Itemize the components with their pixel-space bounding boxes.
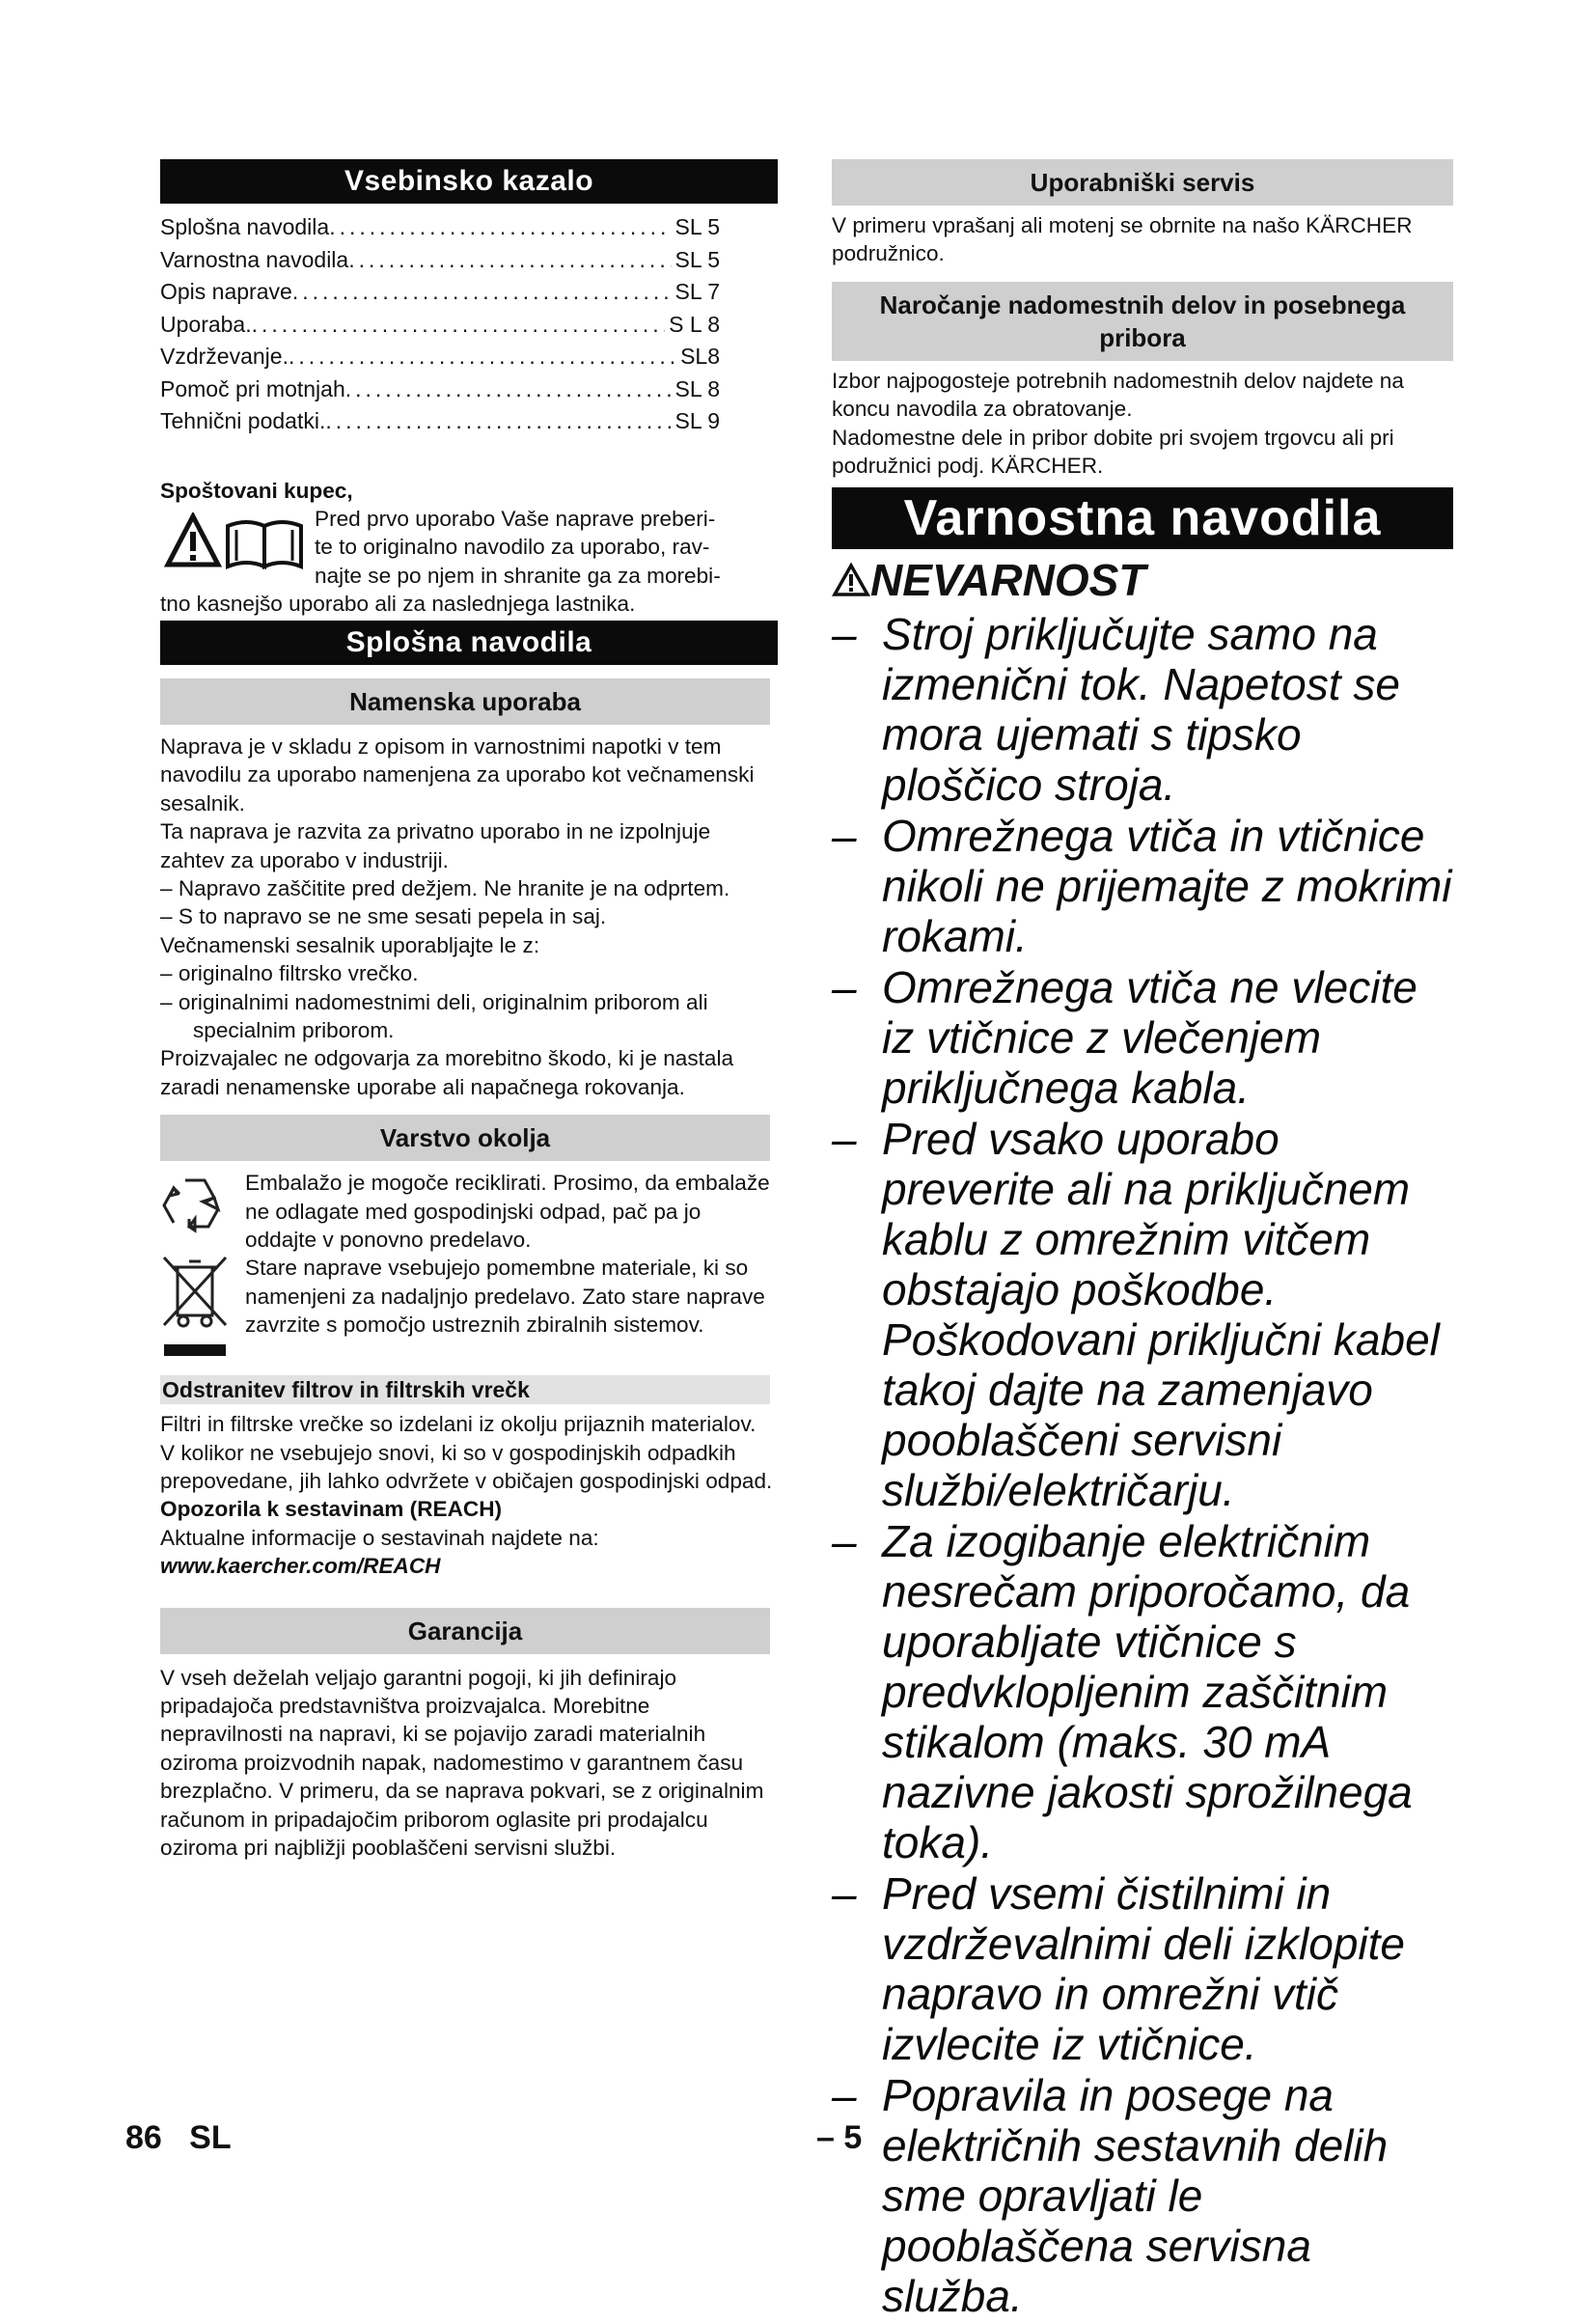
danger-item-text: Omrežnega vtiča in vtičnice nikoli ne prijemajte z mokrimi rokami. bbox=[882, 811, 1452, 962]
paragraph: Filtri in filtrske vrečke so izdelani iz okolju prijaznih materialov. bbox=[160, 1412, 757, 1437]
paragraph: Aktualne informacije o sestavinah najdete na: bbox=[160, 1525, 599, 1550]
danger-item: – Popravila in posege na električnih sestavnih delih sme opravljati le pooblaščena servisna služba. bbox=[832, 2070, 1453, 2321]
environment-heading: Varstvo okolja bbox=[160, 1115, 770, 1161]
danger-label: NEVARNOST bbox=[870, 555, 1146, 606]
intro-line: Pred prvo uporabo Vaše naprave preberi- bbox=[315, 506, 716, 531]
toc-entry-page: SL 7 bbox=[674, 279, 720, 304]
danger-item: – Pred vsako uporabo preverite ali na priključnem kablu z omrežnim vitčem obstajajo poškodbe. Poškodovani priključni kabel takoj dajte na zamenjavo pooblaščeni servisni službi/električarju. bbox=[832, 1114, 1453, 1515]
filters-section bbox=[160, 1410, 778, 1580]
toc-entry-page: SL 5 bbox=[674, 214, 720, 239]
danger-item-text: Pred vsako uporabo preverite ali na priključnem kablu z omrežnim vitčem obstajajo poškodbe. Poškodovani priključni kabel takoj dajte na zamenjavo pooblaščeni servisni službi/električarju. bbox=[882, 1114, 1440, 1516]
intro-block bbox=[160, 505, 778, 619]
intended-use-section bbox=[160, 733, 778, 1101]
warning-manual-icon bbox=[164, 512, 309, 570]
environment-section bbox=[160, 1169, 778, 1368]
language-code: SL bbox=[189, 2119, 232, 2156]
danger-item-text: Za izogibanje električnim nesrečam priporočamo, da uporabljate vtičnice s predvklopljenim zaščitnim stikalom (maks. 30 mA nazivne jakosti sprožilnega toka). bbox=[882, 1516, 1413, 1868]
toc-entry-page: S L 8 bbox=[669, 311, 720, 337]
list-item: – Napravo zaščitite pred dežjem. Ne hranite je na odprtem. bbox=[160, 875, 730, 900]
page-number-center: – 5 bbox=[816, 2119, 863, 2156]
list-item: – originalnimi nadomestnimi deli, originalnim priborom ali specialnim priborom. bbox=[160, 989, 708, 1042]
greeting: Spoštovani kupec, bbox=[160, 478, 353, 503]
page-number: 86 bbox=[125, 2119, 162, 2156]
service-section bbox=[832, 211, 1453, 268]
toc-entry[interactable] bbox=[160, 276, 720, 309]
danger-item-text: Popravila in posege na električnih sestavnih delih sme opravljati le pooblaščena servisna služba. bbox=[882, 2070, 1389, 2322]
paragraph: Ta naprava je razvita za privatno uporabo in ne izpolnjuje zahtev za uporabo v industriji. bbox=[160, 819, 711, 872]
general-heading: Splošna navodila bbox=[160, 621, 778, 665]
toc-entry-page: SL8 bbox=[680, 344, 720, 369]
paragraph: Večnamenski sesalnik uporabljajte le z: bbox=[160, 932, 540, 957]
reach-heading: Opozorila k sestavinam (REACH) bbox=[160, 1497, 503, 1522]
recycle-icon bbox=[160, 1173, 230, 1234]
toc-heading: Vsebinsko kazalo bbox=[160, 159, 778, 204]
disposal-text: Stare naprave vsebujejo pomembne materiale, ki so namenjeni za nadaljnjo predelavo. Zato stare naprave zavrzite s pomočjo ustreznih zbiralnih sistemov. bbox=[245, 1256, 765, 1337]
danger-item: – Za izogibanje električnim nesrečam priporočamo, da uporabljate vtičnice s predvklopljenim zaščitnim stikalom (maks. 30 mA nazivne jakosti sprožilnega toka). bbox=[832, 1516, 1453, 1867]
paragraph: V vseh deželah veljajo garantni pogoji, ki jih definirajo pripadajoča predstavništva proizvajalca. Morebitne nepravilnosti na napravi, ki se pojavijo zaradi materialnih oziroma proizvodnih napak, nadomestimo v garantnem času brezplačno. V primeru, da se naprava pokvari, se z originalnim računom in pripadajočim priborom oglasite pri prodajalcu oziroma pri najbližji pooblaščeni servisni službi. bbox=[160, 1665, 764, 1861]
warranty-heading: Garancija bbox=[160, 1608, 770, 1654]
danger-item: – Stroj priključujte samo na izmenični tok. Napetost se mora ujemati s tipsko ploščico stroja. bbox=[832, 609, 1453, 810]
warning-icon bbox=[832, 563, 870, 597]
intro-line: najte se po njem in shranite ga za morebi- bbox=[315, 563, 721, 588]
danger-heading bbox=[832, 555, 1453, 605]
toc-entry[interactable] bbox=[160, 405, 720, 438]
toc-entry-page: SL 9 bbox=[674, 408, 720, 433]
toc-entry[interactable] bbox=[160, 341, 720, 373]
warranty-section bbox=[160, 1664, 778, 1863]
danger-list bbox=[832, 609, 1453, 2321]
toc-entry-title: Tehnični podatki. bbox=[160, 408, 326, 433]
paragraph: Nadomestne dele in pribor dobite pri svojem trgovcu ali pri podružnici podj. KÄRCHER. bbox=[832, 425, 1394, 479]
service-heading: Uporabniški servis bbox=[832, 159, 1453, 206]
reach-link[interactable]: www.kaercher.com/REACH bbox=[160, 1554, 441, 1579]
intended-use-heading: Namenska uporaba bbox=[160, 678, 770, 725]
paragraph: Proizvajalec ne odgovarja za morebitno škodo, ki je nastala zaradi nenamenske uporabe ali napačnega rokovanja. bbox=[160, 1046, 734, 1099]
toc-entry[interactable] bbox=[160, 309, 720, 342]
crossed-bin-icon bbox=[160, 1252, 230, 1366]
parts-section bbox=[832, 367, 1453, 481]
toc-entry-title: Uporaba. bbox=[160, 311, 252, 337]
toc-entry-page: SL 8 bbox=[674, 375, 720, 401]
paragraph: V primeru vprašanj ali motenj se obrnite na našo KÄRCHER podružnico. bbox=[832, 213, 1413, 266]
danger-item-text: Omrežnega vtiča ne vlecite iz vtičnice z vlečenjem priključnega kabla. bbox=[882, 962, 1417, 1114]
right-column bbox=[832, 159, 1453, 2322]
toc-entry-title: Vzdrževanje. bbox=[160, 344, 289, 369]
toc-entry[interactable] bbox=[160, 373, 720, 406]
danger-item-text: Stroj priključujte samo na izmenični tok. Napetost se mora ujemati s tipsko ploščico stroja. bbox=[882, 609, 1400, 811]
paragraph: Izbor najpogosteje potrebnih nadomestnih delov najdete na koncu navodila za obratovanje. bbox=[832, 368, 1404, 422]
safety-heading: Varnostna navodila bbox=[832, 487, 1453, 549]
list-item: – S to napravo se ne sme sesati pepela in saj. bbox=[160, 904, 607, 929]
table-of-contents bbox=[160, 211, 778, 438]
paragraph: Naprava je v skladu z opisom in varnostnimi napotki v tem navodilu za uporabo namenjena za uporabo kot večnamenski sesalnik. bbox=[160, 733, 755, 815]
toc-entry[interactable] bbox=[160, 244, 720, 277]
intro-line: tno kasnejšo uporabo ali za naslednjega lastnika. bbox=[160, 591, 636, 616]
recycle-text: Embalažo je mogoče reciklirati. Prosimo, da embalaže ne odlagate med gospodinjski odpad, pač pa jo oddajte v ponovno predelavo. bbox=[245, 1171, 770, 1252]
toc-entry-title: Pomoč pri motnjah bbox=[160, 375, 345, 401]
danger-item: – Pred vsemi čistilnimi in vzdrževalnimi deli izklopite napravo in omrežni vtič izvlecite iz vtičnice. bbox=[832, 1868, 1453, 2069]
toc-entry[interactable] bbox=[160, 211, 720, 244]
filters-heading: Odstranitev filtrov in filtrskih vrečk bbox=[160, 1375, 770, 1404]
parts-heading: Naročanje nadomestnih delov in posebnega pribora bbox=[832, 282, 1453, 361]
danger-item: – Omrežnega vtiča in vtičnice nikoli ne prijemajte z mokrimi rokami. bbox=[832, 811, 1452, 962]
intro-line: te to originalno navodilo za uporabo, rav- bbox=[315, 535, 710, 560]
danger-item: – Omrežnega vtiča ne vlecite iz vtičnice z vlečenjem priključnega kabla. bbox=[832, 962, 1453, 1113]
toc-entry-title: Splošna navodila bbox=[160, 214, 330, 239]
toc-entry-title: Varnostna navodila bbox=[160, 246, 349, 272]
toc-entry-page: SL 5 bbox=[674, 246, 720, 272]
paragraph: V kolikor ne vsebujejo snovi, ki so v gospodinjskih odpadkih prepovedane, jih lahko odvržete v običajen gospodinjski odpad. bbox=[160, 1440, 773, 1493]
toc-entry-title: Opis naprave bbox=[160, 279, 292, 304]
left-column bbox=[160, 159, 778, 1862]
list-item: – originalno filtrsko vrečko. bbox=[160, 961, 419, 986]
page-number-left bbox=[125, 2119, 232, 2157]
danger-item-text: Pred vsemi čistilnimi in vzdrževalnimi deli izklopite napravo in omrežni vtič izvlecite iz vtičnice. bbox=[882, 1868, 1405, 2070]
